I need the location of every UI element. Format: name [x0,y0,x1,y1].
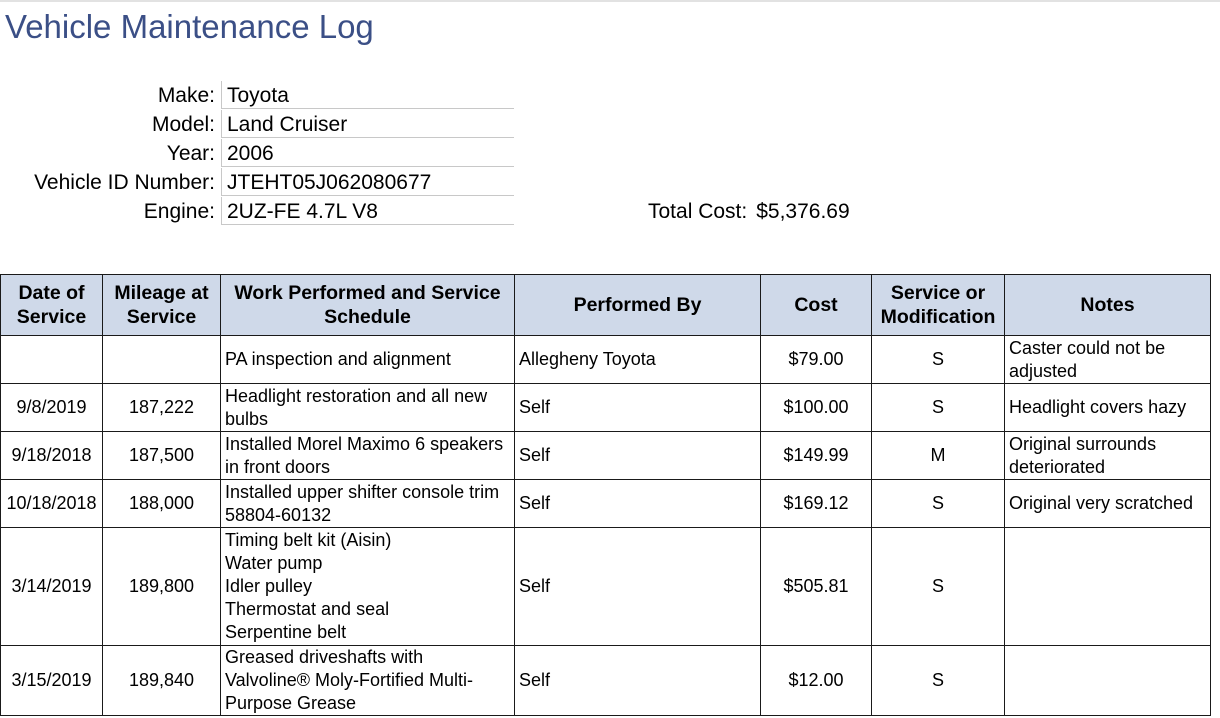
cell-performed-by[interactable]: Self [515,480,761,528]
cell-work[interactable]: Headlight restoration and all new bulbs [221,384,515,432]
info-row-year [0,139,520,168]
cell-work[interactable]: Greased driveshafts with Valvoline® Moly-Fortified Multi-Purpose Grease [221,646,515,716]
cell-type[interactable]: S [872,384,1005,432]
table-header-row [1,275,1211,336]
cell-cost[interactable]: $505.81 [761,528,872,646]
cell-cost[interactable]: $169.12 [761,480,872,528]
model-value[interactable]: Land Cruiser [221,110,514,138]
total-cost-value: $5,376.69 [756,200,850,223]
year-label: Year: [166,142,215,165]
cell-performed-by[interactable]: Allegheny Toyota [515,336,761,384]
info-row-make [0,81,520,110]
cell-performed-by[interactable]: Self [515,528,761,646]
cell-notes[interactable]: Caster could not be adjusted [1005,336,1211,384]
cell-work[interactable]: Installed Morel Maximo 6 speakers in front doors [221,432,515,480]
cell-type[interactable]: S [872,528,1005,646]
cell-mileage[interactable]: 188,000 [103,480,221,528]
top-border [0,0,1220,2]
make-value[interactable]: Toyota [221,81,514,109]
table-row [1,432,1211,480]
header-work[interactable]: Work Performed and Service Schedule [221,275,515,336]
cell-notes[interactable]: Headlight covers hazy [1005,384,1211,432]
cell-cost[interactable]: $100.00 [761,384,872,432]
cell-date[interactable] [1,336,103,384]
cell-notes[interactable] [1005,528,1211,646]
cell-performed-by[interactable]: Self [515,432,761,480]
cell-notes[interactable]: Original very scratched [1005,480,1211,528]
cell-type[interactable]: S [872,646,1005,716]
header-date[interactable]: Date of Service [1,275,103,336]
cell-mileage[interactable]: 189,840 [103,646,221,716]
cell-mileage[interactable]: 189,800 [103,528,221,646]
info-row-model [0,110,520,139]
cell-cost[interactable]: $149.99 [761,432,872,480]
cell-date[interactable]: 9/18/2018 [1,432,103,480]
header-notes[interactable]: Notes [1005,275,1211,336]
cell-notes[interactable]: Original surrounds deteriorated [1005,432,1211,480]
cell-date[interactable]: 3/14/2019 [1,528,103,646]
cell-mileage[interactable] [103,336,221,384]
cell-work[interactable]: Installed upper shifter console trim 58804-60132 [221,480,515,528]
header-type[interactable]: Service or Modification [872,275,1005,336]
cell-work[interactable]: Timing belt kit (Aisin) Water pump Idler pulley Thermostat and seal Serpentine belt [221,528,515,646]
header-cost[interactable]: Cost [761,275,872,336]
cell-notes[interactable] [1005,646,1211,716]
page-title: Vehicle Maintenance Log [5,8,374,45]
cell-date[interactable]: 9/8/2019 [1,384,103,432]
cell-mileage[interactable]: 187,222 [103,384,221,432]
vin-value[interactable]: JTEHT05J062080677 [221,168,514,196]
header-performed-by[interactable]: Performed By [515,275,761,336]
total-cost [648,200,850,224]
engine-value[interactable]: 2UZ-FE 4.7L V8 [221,197,514,225]
cell-type[interactable]: M [872,432,1005,480]
make-label: Make: [157,84,215,107]
cell-date[interactable]: 3/15/2019 [1,646,103,716]
total-cost-label: Total Cost: [648,200,748,223]
cell-type[interactable]: S [872,480,1005,528]
model-label: Model: [151,113,215,136]
vin-label: Vehicle ID Number: [34,171,215,194]
cell-performed-by[interactable]: Self [515,384,761,432]
table-row [1,646,1211,716]
cell-cost[interactable]: $12.00 [761,646,872,716]
cell-performed-by[interactable]: Self [515,646,761,716]
engine-label: Engine: [143,200,215,223]
year-value[interactable]: 2006 [221,139,514,167]
cell-date[interactable]: 10/18/2018 [1,480,103,528]
table-row [1,480,1211,528]
cell-mileage[interactable]: 187,500 [103,432,221,480]
info-row-engine [0,197,520,226]
table-row [1,384,1211,432]
cell-type[interactable]: S [872,336,1005,384]
cell-cost[interactable]: $79.00 [761,336,872,384]
maintenance-table [0,274,1211,716]
info-row-vin [0,168,520,197]
table-row [1,336,1211,384]
table-row [1,528,1211,646]
cell-work[interactable]: PA inspection and alignment [221,336,515,384]
header-mileage[interactable]: Mileage at Service [103,275,221,336]
